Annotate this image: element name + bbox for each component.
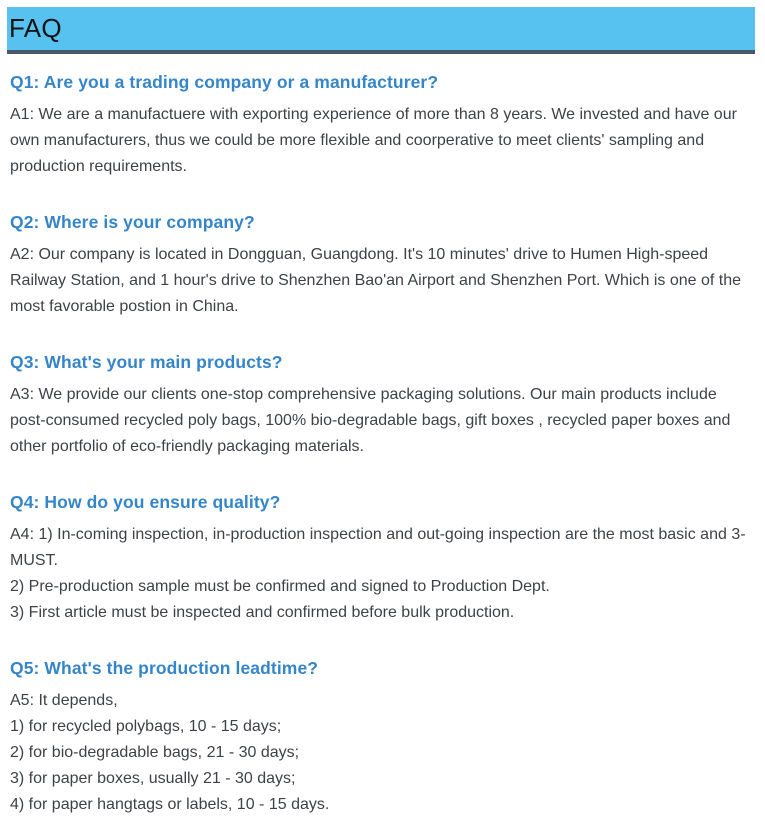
faq-answer-line: 2) Pre-production sample must be confirmed and signed to Production Dept. xyxy=(10,578,550,595)
faq-content xyxy=(0,54,765,830)
faq-question: Q1: Are you a trading company or a manufacturer? xyxy=(10,72,439,92)
faq-answer: A3: We provide our clients one-stop comprehensive packaging solutions. Our main products include post-consumed recycled poly bags, 100% bio-degradable bags, gift boxes , recycled paper boxes and other portfolio of eco-friendly packaging materials. xyxy=(10,386,731,455)
faq-answer-line: A5: It depends, xyxy=(10,692,118,709)
faq-answer-line: 1) for recycled polybags, 10 - 15 days; xyxy=(10,718,282,735)
faq-answer: A1: We are a manufactuere with exporting experience of more than 8 years. We invested and have our own manufacturers, thus we could be more flexible and coorperative to meet clients' sampling and production requirements. xyxy=(10,106,737,175)
faq-section xyxy=(10,212,753,320)
faq-question: Q3: What's your main products? xyxy=(10,352,283,372)
faq-answer-line: 3) First article must be inspected and confirmed before bulk production. xyxy=(10,604,515,621)
faq-answer-line: 3) for paper boxes, usually 21 - 30 days; xyxy=(10,770,296,787)
faq-answer-line: A4: 1) In-coming inspection, in-production inspection and out-going inspection are the most basic and 3-MUST. xyxy=(10,526,746,569)
faq-section xyxy=(10,658,753,818)
faq-question: Q2: Where is your company? xyxy=(10,212,255,232)
faq-section xyxy=(10,352,753,460)
faq-question: Q4: How do you ensure quality? xyxy=(10,492,281,512)
faq-section xyxy=(10,492,753,626)
faq-answer-line: 2) for bio-degradable bags, 21 - 30 days; xyxy=(10,744,300,761)
faq-answer-line: 4) for paper hangtags or labels, 10 - 15 days. xyxy=(10,796,330,813)
page-title: FAQ xyxy=(9,13,62,43)
faq-answer: A2: Our company is located in Dongguan, Guangdong. It's 10 minutes' drive to Humen High-speed Railway Station, and 1 hour's drive to Shenzhen Bao'an Airport and Shenzhen Port. Which is one of the most favorable postion in China. xyxy=(10,246,741,315)
faq-question: Q5: What's the production leadtime? xyxy=(10,658,319,678)
faq-header-bar xyxy=(7,7,755,54)
faq-section xyxy=(10,72,753,180)
